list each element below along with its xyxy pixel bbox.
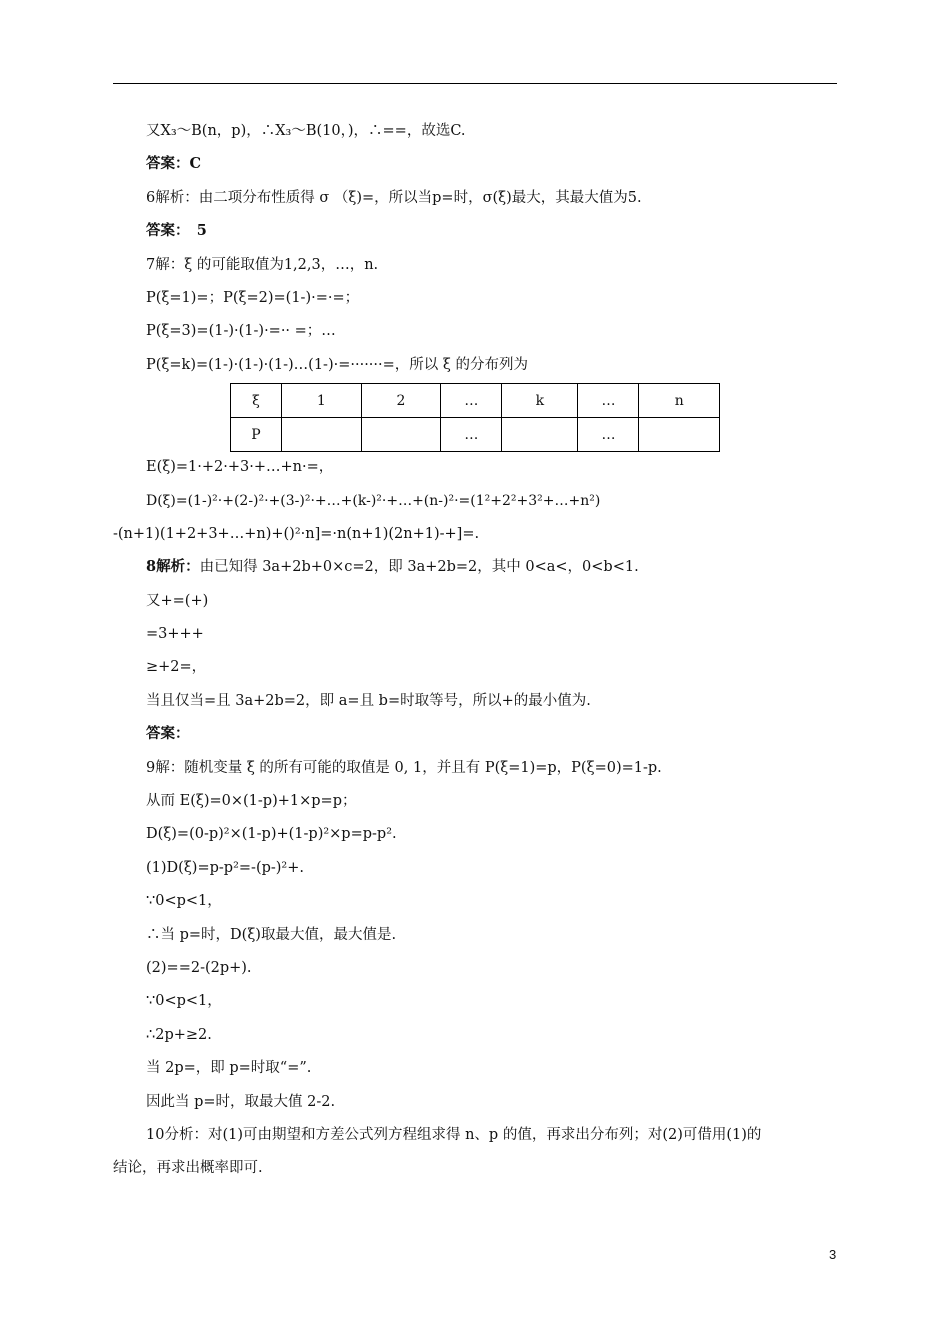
text-line: ∴2p+≥2.	[146, 1026, 212, 1043]
table-cell: …	[578, 418, 639, 452]
text-line: ∵0<p<1，	[146, 993, 222, 1010]
table-cell	[502, 418, 578, 452]
text-line: ∵0<p<1，	[146, 893, 222, 910]
text-line: 6解析：由二项分布性质得 σ （ξ)=，所以当p=时，σ(ξ)最大，其最大值为5.	[146, 189, 642, 206]
text-line: D(ξ)=(0-p)²×(1-p)+(1-p)²×p=p-p².	[146, 826, 397, 843]
table-cell: P	[231, 418, 282, 452]
text-line: 当且仅当=且 3a+2b=2，即 a=且 b=时取等号，所以+的最小值为.	[146, 692, 591, 709]
table-cell: k	[502, 384, 578, 418]
text-line: (2)==2-(2p+).	[146, 959, 252, 976]
table-row	[231, 418, 720, 452]
text-line: 因此当 p=时，取最大值 2-2.	[146, 1093, 336, 1110]
text-line: 9解：随机变量 ξ 的所有可能的取值是 0, 1，并且有 P(ξ=1)=p，P(ξ=0)=1-p.	[146, 759, 662, 776]
text-line: (1)D(ξ)=p-p²=-(p-)²+.	[146, 859, 305, 876]
table-cell	[639, 418, 720, 452]
distribution-table	[230, 383, 720, 452]
text-line: E(ξ)=1·+2·+3·+…+n·=，	[146, 459, 334, 476]
section-label: 8解析：	[146, 558, 200, 576]
table-cell: …	[578, 384, 639, 418]
table-cell: n	[639, 384, 720, 418]
table-row	[231, 384, 720, 418]
page-number: 3	[829, 1247, 837, 1262]
answer-label: 答案： 5	[146, 222, 207, 240]
answer-label: 答案：C	[146, 155, 202, 173]
text-line: P(ξ=3)=(1-)·(1-)·=·· =；…	[146, 323, 336, 340]
table-cell	[361, 418, 441, 452]
answer-label: 答案：	[146, 725, 190, 743]
text-line: 当 2p=，即 p=时取“=”.	[146, 1060, 312, 1077]
header-rule	[113, 83, 837, 84]
text-line: D(ξ)=(1-)²·+(2-)²·+(3-)²·+…+(k-)²·+…+(n-)²·=(1²+2²+3²+…+n²)	[146, 492, 601, 509]
distribution-table-wrapper	[113, 383, 837, 452]
text-line: 10分析：对(1)可由期望和方差公式列方程组求得 n、p 的值，再求出分布列；对(2)可借用(1)的	[146, 1126, 762, 1143]
table-cell: …	[441, 418, 502, 452]
text-line: 结论，再求出概率即可.	[113, 1160, 263, 1177]
text-line: 从而 E(ξ)=0×(1-p)+1×p=p；	[146, 793, 357, 810]
text-line: P(ξ=1)=；P(ξ=2)=(1-)·=·=；	[146, 289, 360, 306]
text-line: =3+++	[146, 626, 204, 643]
text-line: ≥+2=，	[146, 659, 207, 676]
text-line: ∴当 p=时，D(ξ)取最大值，最大值是.	[146, 926, 397, 943]
text-line: 7解：ξ 的可能取值为1,2,3，…，n.	[146, 256, 379, 273]
table-cell: ξ	[231, 384, 282, 418]
text-line: -(n+1)(1+2+3+…+n)+()²·n]=·n(n+1)(2n+1)-+]=.	[113, 525, 480, 542]
table-cell: 2	[361, 384, 441, 418]
text-line: P(ξ=k)=(1-)·(1-)·(1-)…(1-)·=·······=，所以 ξ 的分布列为	[146, 356, 528, 373]
table-cell: 1	[282, 384, 362, 418]
line-text: 由已知得 3a+2b+0×c=2，即 3a+2b=2，其中 0<a<，0<b<1.	[199, 559, 639, 576]
table-cell	[282, 418, 362, 452]
document-body	[113, 122, 837, 1193]
text-line: 又+=(+)	[146, 592, 209, 609]
text-line: 又X₃～B(n，p)，∴X₃～B(10，)，∴==，故选C.	[146, 123, 466, 139]
table-cell: …	[441, 384, 502, 418]
text-line	[113, 558, 837, 576]
